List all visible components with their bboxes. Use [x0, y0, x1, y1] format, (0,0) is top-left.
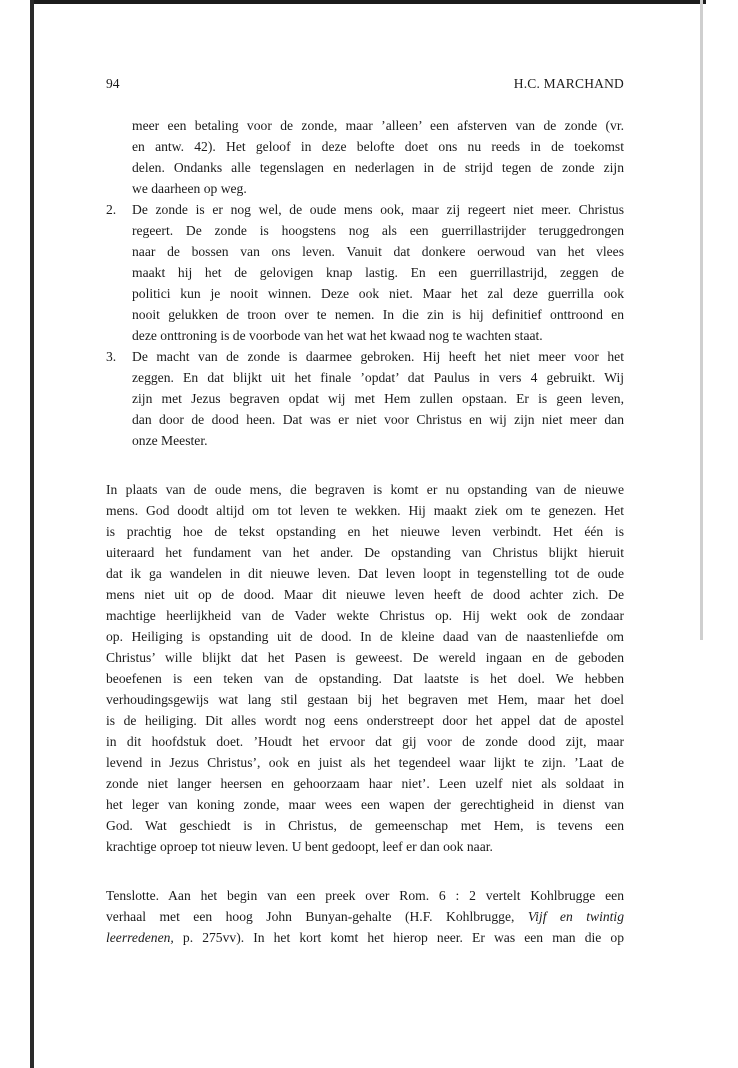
text-line: zonde niet langer heersen en gehoorzaam haar niet’. Leen uzelf niet als soldaat in: [106, 776, 624, 791]
scan-edge-top: [30, 0, 706, 4]
text-line: beoefenen is een teken van de opstanding. Dat laatste is het doel. We hebben: [106, 671, 624, 686]
page-number: 94: [106, 76, 120, 91]
text-line: Tenslotte. Aan het begin van een preek over Rom. 6 : 2 vertelt Kohlbrugge een: [106, 888, 624, 903]
text-line: In plaats van de oude mens, die begraven is komt er nu opstanding van de nieuwe: [106, 482, 624, 497]
text-line: op. Heiliging is opstanding uit de dood. In de kleine daad van de naastenliefde om: [106, 629, 624, 644]
scan-edge-left: [30, 0, 34, 1068]
text-line: mens niet uit op de dood. Maar dit nieuwe leven heeft de dood achter zich. De: [106, 587, 624, 602]
text-line: het leger van koning zonde, maar wees een wapen der gerechtigheid in dienst van: [106, 797, 624, 812]
book-title-italic: leerredenen,: [106, 930, 174, 945]
text-line: [106, 909, 624, 925]
text-line: zijn met Jezus begraven opdat wij met Hem zullen opstaan. Er is geen leven,: [132, 391, 624, 406]
text-line: en antw. 42). Het geloof in deze belofte doet ons nu reeds in de toekomst: [132, 139, 624, 154]
list-number: 2.: [106, 202, 117, 217]
text-line: is de heiliging. Dit alles wordt nog eens onderstreept door het appel dat de apostel: [106, 713, 624, 728]
text-line: politici kun je nooit winnen. Deze ook niet. Maar het zal deze guerrilla ook: [132, 286, 624, 301]
text-line: krachtige oproep tot nieuw leven. U bent gedoopt, leef er dan ook naar.: [106, 839, 493, 854]
text-line: onze Meester.: [132, 433, 208, 448]
text-run: p. 275vv). In het kort komt het hierop neer. Er was een man die op: [173, 930, 624, 945]
text-line: we daarheen op weg.: [132, 181, 247, 196]
text-line: deze onttroning is de voorbode van het wat het kwaad nog te wachten staat.: [132, 328, 543, 343]
text-line: [106, 930, 624, 946]
text-line: delen. Ondanks alle tegenslagen en nederlagen in de strijd tegen de zonde zijn: [132, 160, 624, 175]
text-line: uiteraard het fundament van het ander. De opstanding van Christus blijkt hieruit: [106, 545, 624, 560]
text-line: Christus’ wille blijkt dat het Pasen is geweest. De wereld ingaan en de geboden: [106, 650, 624, 665]
text-line: God. Wat geschiedt is in Christus, de gemeenschap met Hem, is tevens een: [106, 818, 624, 833]
scan-edge-right: [700, 0, 703, 640]
text-line: machtige heerlijkheid van de Vader wekte Christus op. Hij wekt ook de zondaar: [106, 608, 624, 623]
text-line: meer een betaling voor de zonde, maar ’alleen’ een afsterven van de zonde (vr.: [132, 118, 624, 133]
text-line: zeggen. En dat blijkt uit het finale ’opdat’ dat Paulus in vers 4 gebruikt. Wij: [132, 370, 624, 385]
running-head: H.C. MARCHAND: [513, 76, 624, 91]
text-line: De zonde is er nog wel, de oude mens ook, maar zij regeert niet meer. Christus: [132, 202, 624, 217]
text-line: regeert. De zonde is hoogstens nog als een guerrillastrijder teruggedrongen: [132, 223, 624, 238]
text-line: nooit gelukken de troon over te nemen. In die zin is hij definitief onttroond en: [132, 307, 624, 322]
book-title-italic: Vijf en twintig: [527, 909, 624, 924]
text-line: De macht van de zonde is daarmee gebroken. Hij heeft het niet meer voor het: [132, 349, 624, 364]
text-line: in dit hoofdstuk doet. ’Houdt het ervoor dat gij voor de zonde dood zijt, maar: [106, 734, 624, 749]
text-line: mens. God doodt altijd om tot leven te wekken. Hij maakt ziek om te genezen. Het: [106, 503, 624, 518]
text-line: naar de bossen van ons leven. Vanuit dat donkere oerwoud van het vlees: [132, 244, 624, 259]
text-line: is prachtig hoe de tekst opstanding en het nieuwe leven verbindt. Het één is: [106, 524, 624, 539]
text-line: maakt hij het de gelovigen knap lastig. En een guerrillastrijd, zeggen de: [132, 265, 624, 280]
text-line: levend in Jezus Christus’, ook en juist als het tegendeel waar lijkt te zijn. ’Laat de: [106, 755, 624, 770]
text-line: dat ik ga wandelen in dit nieuwe leven. Dat leven loopt in tegenstelling tot de oude: [106, 566, 624, 581]
text-run: verhaal met een hoog John Bunyan-gehalte (H.F. Kohlbrugge,: [106, 909, 528, 924]
text-line: verhoudingsgewijs wat lang stil gestaan bij het begraven met Hem, maar het doel: [106, 692, 624, 707]
text-line: dan door de dood heen. Dat was er niet voor Christus en wij zijn niet meer dan: [132, 412, 624, 427]
list-number: 3.: [106, 349, 117, 364]
